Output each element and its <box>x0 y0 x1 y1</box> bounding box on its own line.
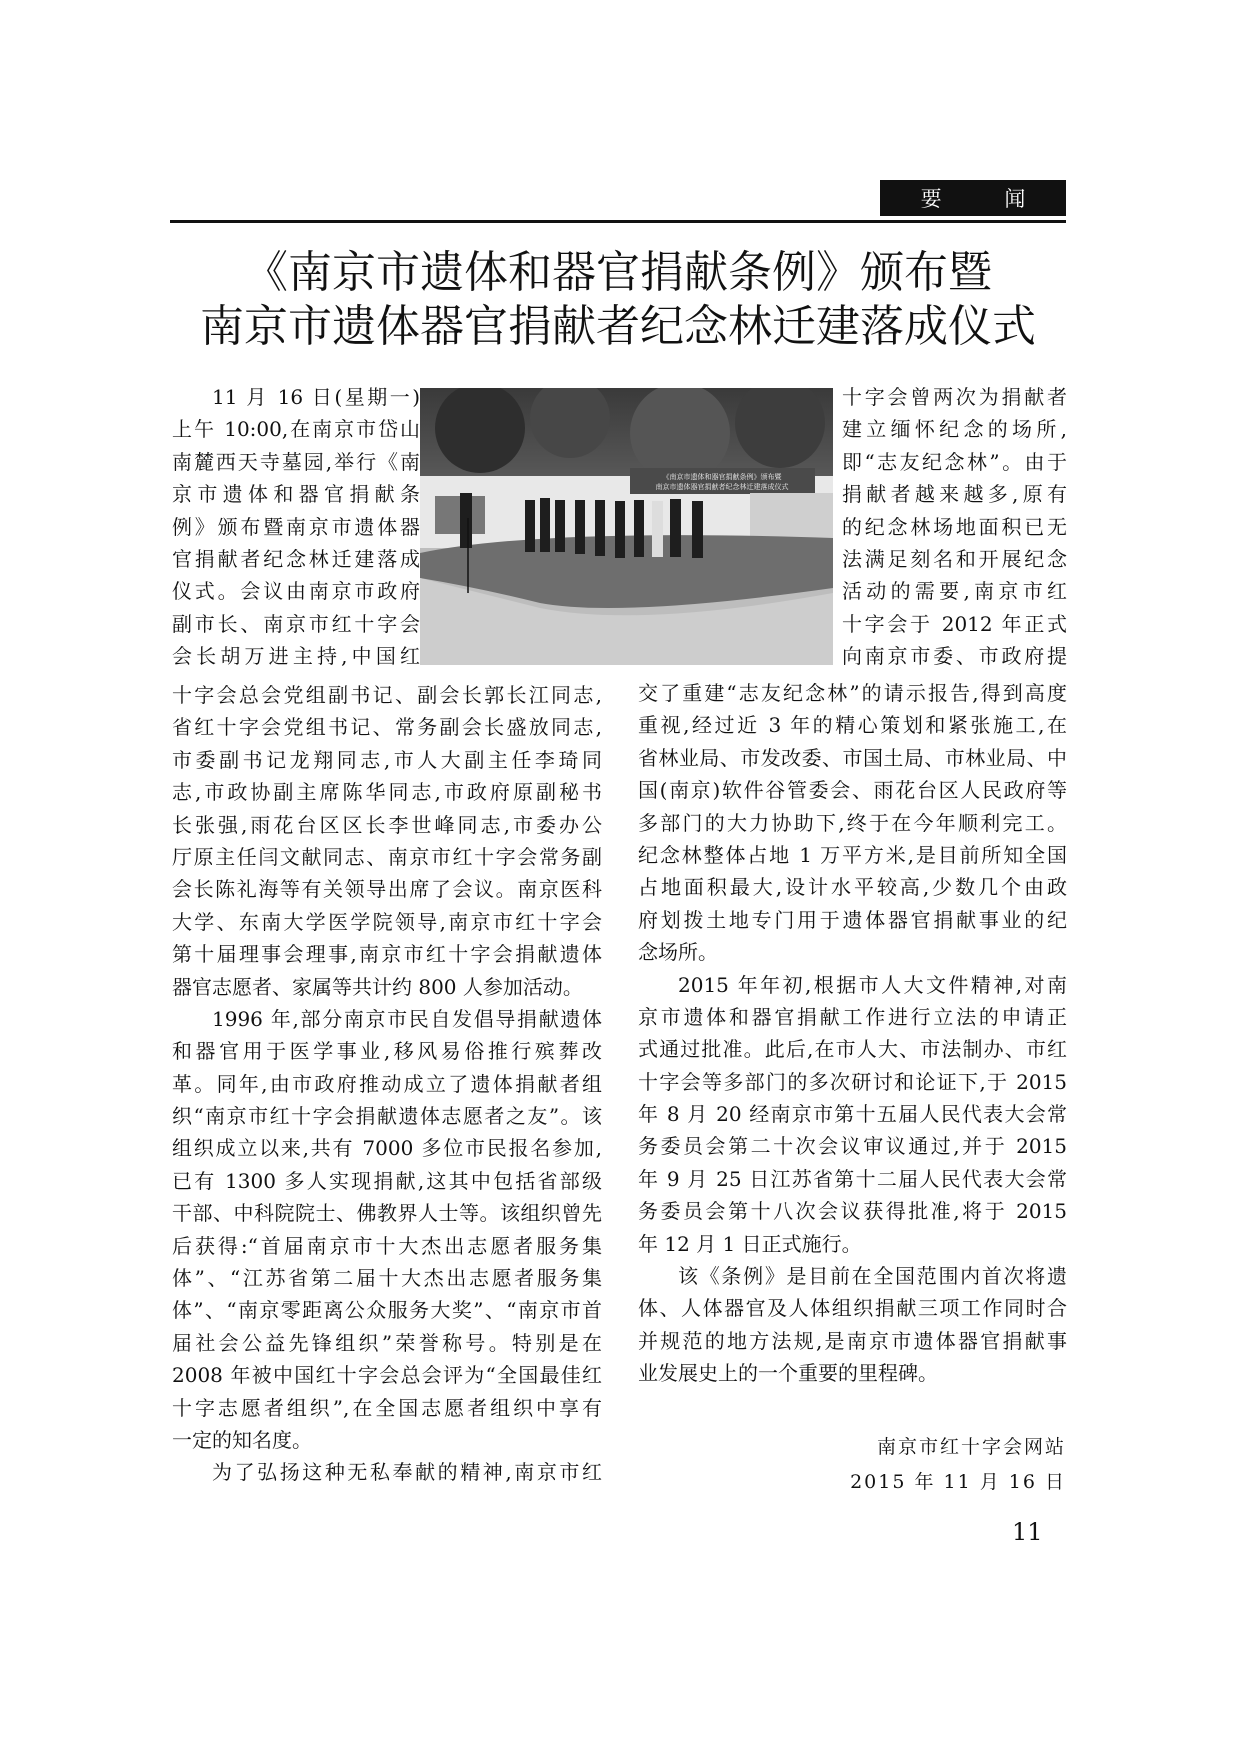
text-line: 体、人体器官及人体组织捐献三项工作同时合 <box>638 1296 1067 1321</box>
text-line: 即“志友纪念林”。由于 <box>842 449 1067 474</box>
text-line: 副市长、南京市红十字会 <box>172 611 420 636</box>
text-line: 第十届理事会理事,南京市红十字会捐献遗体 <box>172 942 602 967</box>
text-line: 并规范的地方法规,是南京市遗体器官捐献事 <box>638 1328 1067 1353</box>
text-line: 国(南京)软件谷管委会、雨花台区人民政府等 <box>638 778 1067 803</box>
text-line: 11 月 16 日(星期一) <box>212 385 420 409</box>
text-line: 的纪念林场地面积已无 <box>842 514 1067 539</box>
text-line: 法满足刻名和开展纪念 <box>842 546 1067 571</box>
section-tag: 要 闻 <box>880 180 1066 216</box>
text-line: 多部门的大力协助下,终于在今年顺利完工。 <box>638 810 1067 835</box>
ceremony-photo <box>420 388 833 665</box>
text-line: 织“南京市红十字会捐献遗体志愿者之友”。该 <box>172 1104 602 1129</box>
text-line: 捐献者越来越多,原有 <box>842 482 1067 507</box>
text-line: 念场所。 <box>638 940 718 965</box>
text-line: 组织成立以来,共有 7000 多位市民报名参加, <box>172 1136 602 1161</box>
photo-banner-line-1: 《南京市遗体和器官捐献条例》颁布暨 <box>662 473 782 481</box>
header-rule <box>170 220 1066 223</box>
text-line: 省林业局、市发改委、市国土局、市林业局、中 <box>638 745 1067 770</box>
text-line: 干部、中科院院士、佛教界人士等。该组织曾先 <box>172 1201 602 1226</box>
text-line: 建立缅怀纪念的场所, <box>842 417 1067 442</box>
text-line: 该《条例》是目前在全国范围内首次将遗 <box>678 1264 1067 1289</box>
text-line: 务委员会第二十次会议审议通过,并于 2015 <box>638 1134 1067 1159</box>
text-line: 会长胡万进主持,中国红 <box>172 644 420 669</box>
text-line: 府划拨土地专门用于遗体器官捐献事业的纪 <box>638 907 1067 932</box>
text-line: 京市遗体和器官捐献条 <box>172 482 420 507</box>
text-line: 长张强,雨花台区区长李世峰同志,市委办公 <box>172 812 602 837</box>
text-line: 十字会于 2012 年正式 <box>842 611 1067 636</box>
text-line: 务委员会第十八次会议获得批准,将于 2015 <box>638 1199 1067 1224</box>
left-column <box>172 679 602 1489</box>
right-column <box>638 677 1067 1390</box>
text-line: 十字会总会党组副书记、副会长郭长江同志, <box>172 683 602 707</box>
text-line: 体”、“江苏省第二届十大杰出志愿者服务集 <box>172 1266 602 1291</box>
text-line: 已有 1300 多人实现捐献,这其中包括省部级 <box>172 1168 602 1193</box>
text-line: 仪式。会议由南京市政府 <box>172 579 420 604</box>
text-line: 重视,经过近 3 年的精心策划和紧张施工,在 <box>638 713 1067 738</box>
text-line: 占地面积最大,设计水平较高,少数几个由政 <box>638 875 1067 900</box>
text-line: 年 8 月 20 经南京市第十五届人民代表大会常 <box>638 1102 1067 1127</box>
right-column-narrow <box>842 381 1067 673</box>
text-line: 十字会等多部门的多次研讨和论证下,于 2015 <box>638 1069 1067 1094</box>
text-line: 京市遗体和器官捐献工作进行立法的申请正 <box>638 1004 1067 1029</box>
text-line: 官捐献者纪念林迁建落成 <box>172 546 420 571</box>
text-line: 南麓西天寺墓园,举行《南 <box>172 449 420 474</box>
text-line: 革。同年,由市政府推动成立了遗体捐献者组 <box>172 1071 602 1096</box>
text-line: 为了弘扬这种无私奉献的精神,南京市红 <box>212 1460 602 1485</box>
text-line: 和器官用于医学事业,移风易俗推行殡葬改 <box>172 1039 602 1064</box>
text-line: 市委副书记龙翔同志,市人大副主任李琦同 <box>172 747 602 772</box>
text-line: 上午 10:00,在南京市岱山 <box>172 417 420 442</box>
source-attribution: 南京市红十字会网站 <box>876 1436 1066 1458</box>
article-title-line-2: 南京市遗体器官捐献者纪念林迁建落成仪式 <box>200 301 1036 352</box>
text-line: 省红十字会党组书记、常务副会长盛放同志, <box>172 715 602 740</box>
text-line: 后获得:“首届南京市十大杰出志愿者服务集 <box>172 1233 602 1258</box>
text-line: 大学、东南大学医学院领导,南京市红十字会 <box>172 909 602 934</box>
text-line: 向南京市委、市政府提 <box>842 644 1067 669</box>
page-number: 11 <box>1012 1518 1043 1546</box>
text-line: 志,市政协副主席陈华同志,市政府原副秘书 <box>172 780 602 805</box>
text-line: 2015 年年初,根据市人大文件精神,对南 <box>678 972 1067 997</box>
text-line: 体”、“南京零距离公众服务大奖”、“南京市首 <box>172 1298 602 1323</box>
photo-banner-line-2: 南京市遗体器官捐献者纪念林迁建落成仪式 <box>655 483 789 491</box>
text-line: 活动的需要,南京市红 <box>842 579 1067 604</box>
text-line: 交了重建“志友纪念林”的请示报告,得到高度 <box>638 681 1067 705</box>
text-line: 2008 年被中国红十字会总会评为“全国最佳红 <box>172 1363 602 1388</box>
text-line: 十字会曾两次为捐献者 <box>842 385 1067 409</box>
text-line: 年 12 月 1 日正式施行。 <box>638 1231 862 1256</box>
text-line: 届社会公益先锋组织”荣誉称号。特别是在 <box>172 1330 602 1355</box>
text-line: 式通过批准。此后,在市人大、市法制办、市红 <box>638 1037 1067 1062</box>
text-line: 年 9 月 25 日江苏省第十二届人民代表大会常 <box>638 1166 1067 1191</box>
text-line: 器官志愿者、家属等共计约 800 人参加活动。 <box>172 974 583 999</box>
text-line: 例》颁布暨南京市遗体器 <box>172 514 420 539</box>
text-line: 业发展史上的一个重要的里程碑。 <box>638 1361 938 1386</box>
text-line: 纪念林整体占地 1 万平方米,是目前所知全国 <box>638 842 1067 867</box>
left-column-narrow <box>172 381 420 673</box>
text-line: 一定的知名度。 <box>172 1427 312 1452</box>
article-title-line-1: 《南京市遗体和器官捐献条例》颁布暨 <box>244 247 992 298</box>
text-line: 1996 年,部分南京市民自发倡导捐献遗体 <box>212 1006 602 1031</box>
text-line: 会长陈礼海等有关领导出席了会议。南京医科 <box>172 877 602 902</box>
publication-date: 2015 年 11 月 16 日 <box>850 1471 1066 1493</box>
text-line: 十字志愿者组织”,在全国志愿者组织中享有 <box>172 1395 602 1420</box>
text-line: 厅原主任闫文献同志、南京市红十字会常务副 <box>172 844 602 869</box>
